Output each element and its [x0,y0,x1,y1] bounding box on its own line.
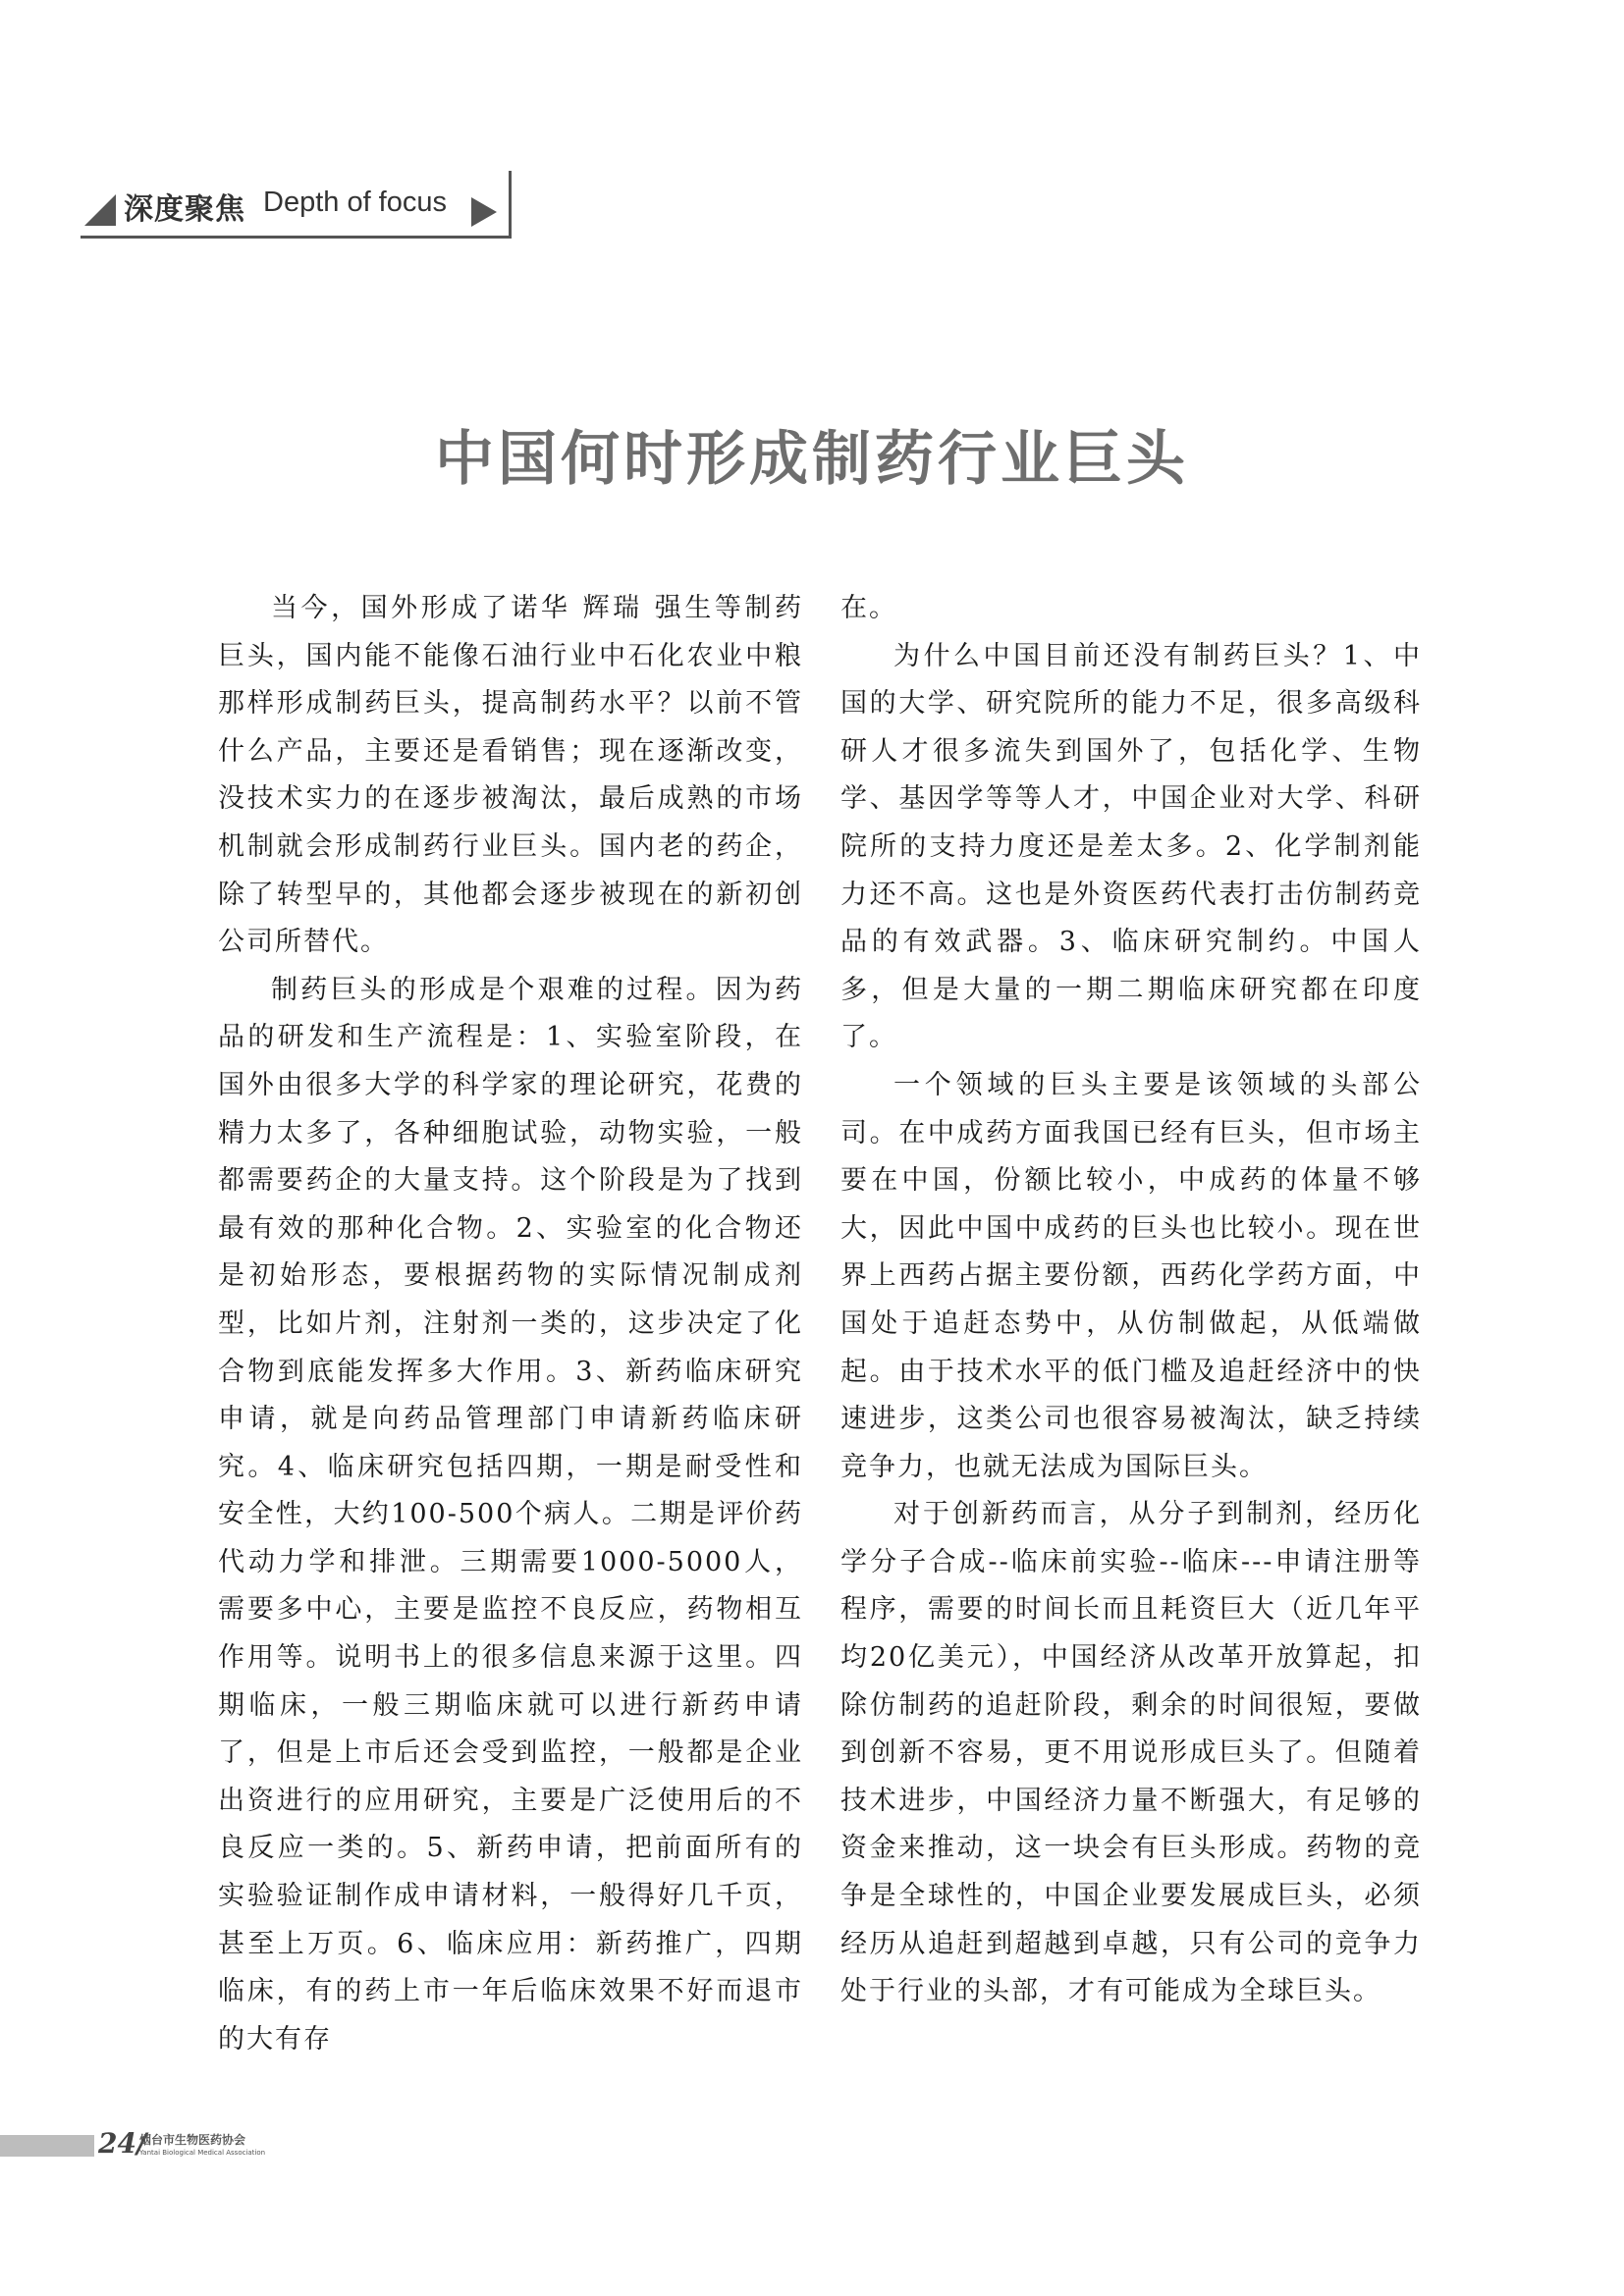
paragraph: 对于创新药而言，从分子到制剂，经历化学分子合成--临床前实验--临床---申请注册等程序，需要的时间长而且耗资巨大（近几年平均20亿美元），中国经济从改革开放算起，扣除仿制药的追赶阶段，剩余的时间很短，要做到创新不容易，更不用说形成巨头了。但随着技术进步，中国经济力量不断强大，有足够的资金来推动，这一块会有巨头形成。药物的竞争是全球性的，中国企业要发展成巨头，必须经历从追赶到超越到卓越，只有公司的竞争力处于行业的头部，才有可能成为全球巨头。 [840,1499,1422,2007]
paragraph: 当今，国外形成了诺华 辉瑞 强生等制药巨头，国内能不能像石油行业中石化农业中粮那样形成制药巨头，提高制药水平？以前不管什么产品，主要还是看销售；现在逐渐改变，没技术实力的在逐步被淘汰，最后成熟的市场机制就会形成制药行业巨头。国内老的药企，除了转型早的，其他都会逐步被现在的新初创公司所替代。 [218,593,803,958]
footer-bar [0,2135,94,2157]
paragraph: 一个领域的巨头主要是该领域的头部公司。在中成药方面我国已经有巨头，但市场主要在中国，份额比较小，中成药的体量不够大，因此中国中成药的巨头也比较小。现在世界上西药占据主要份额，西药化学药方面，中国处于追赶态势中，从仿制做起，从低端做起。由于技术水平的低门槛及追赶经济中的快速进步，这类公司也很容易被淘汰，缺乏持续竞争力，也就无法成为国际巨头。 [840,1069,1422,1482]
paragraph: 为什么中国目前还没有制药巨头？1、中国的大学、研究院所的能力不足，很多高级科研人才很多流失到国外了，包括化学、生物学、基因学等等人才，中国企业对大学、科研院所的支持力度还是差太多。2、化学制剂能力还不高。这也是外资医药代表打击仿制药竞品的有效武器。3、临床研究制约。中国人多，但是大量的一期二期临床研究都在印度了。 [840,640,1422,1053]
paragraph-continuation: 在。 [840,593,897,623]
page-number: 24/ [98,2127,147,2160]
section-title-en: Depth of focus [263,187,447,218]
footer-association [139,2134,265,2160]
header-rule-horizontal [81,236,511,239]
section-title-zh: 深度聚焦 [124,192,245,227]
association-name-en: Yantai Biological Medical Association [139,2149,266,2157]
header-triangle-left-icon [84,194,116,226]
header-rule-vertical [509,171,512,239]
section-header [81,167,511,238]
article-title: 中国何时形成制药行业巨头 [435,425,1189,494]
article-column-left [218,585,803,2063]
article-column-right [840,585,1422,2016]
header-triangle-right-icon [471,197,497,227]
paragraph: 制药巨头的形成是个艰难的过程。因为药品的研发和生产流程是：1、实验室阶段，在国外由很多大学的科学家的理论研究，花费的精力太多了，各种细胞试验，动物实验，一般都需要药企的大量支持。这个阶段是为了找到最有效的那种化合物。2、实验室的化合物还是初始形态，要根据药物的实际情况制成剂型，比如片剂，注射剂一类的，这步决定了化合物到底能发挥多大作用。3、新药临床研究申请，就是向药品管理部门申请新药临床研究。4、临床研究包括四期，一期是耐受性和安全性，大约100-500个病人。二期是评价药代动力学和排泄。三期需要1000-5000人，需要多中心，主要是监控不良反应，药物相互作用等。说明书上的很多信息来源于这里。四期临床，一般三期临床就可以进行新药申请了，但是上市后还会受到监控，一般都是企业出资进行的应用研究，主要是广泛使用后的不良反应一类的。5、新药申请，把前面所有的实验验证制作成申请材料，一般得好几千页，甚至上万页。6、临床应用：新药推广，四期临床，有的药上市一年后临床效果不好而退市的大有存 [218,974,803,2055]
association-name-zh: 烟台市生物医药协会 [139,2133,246,2147]
